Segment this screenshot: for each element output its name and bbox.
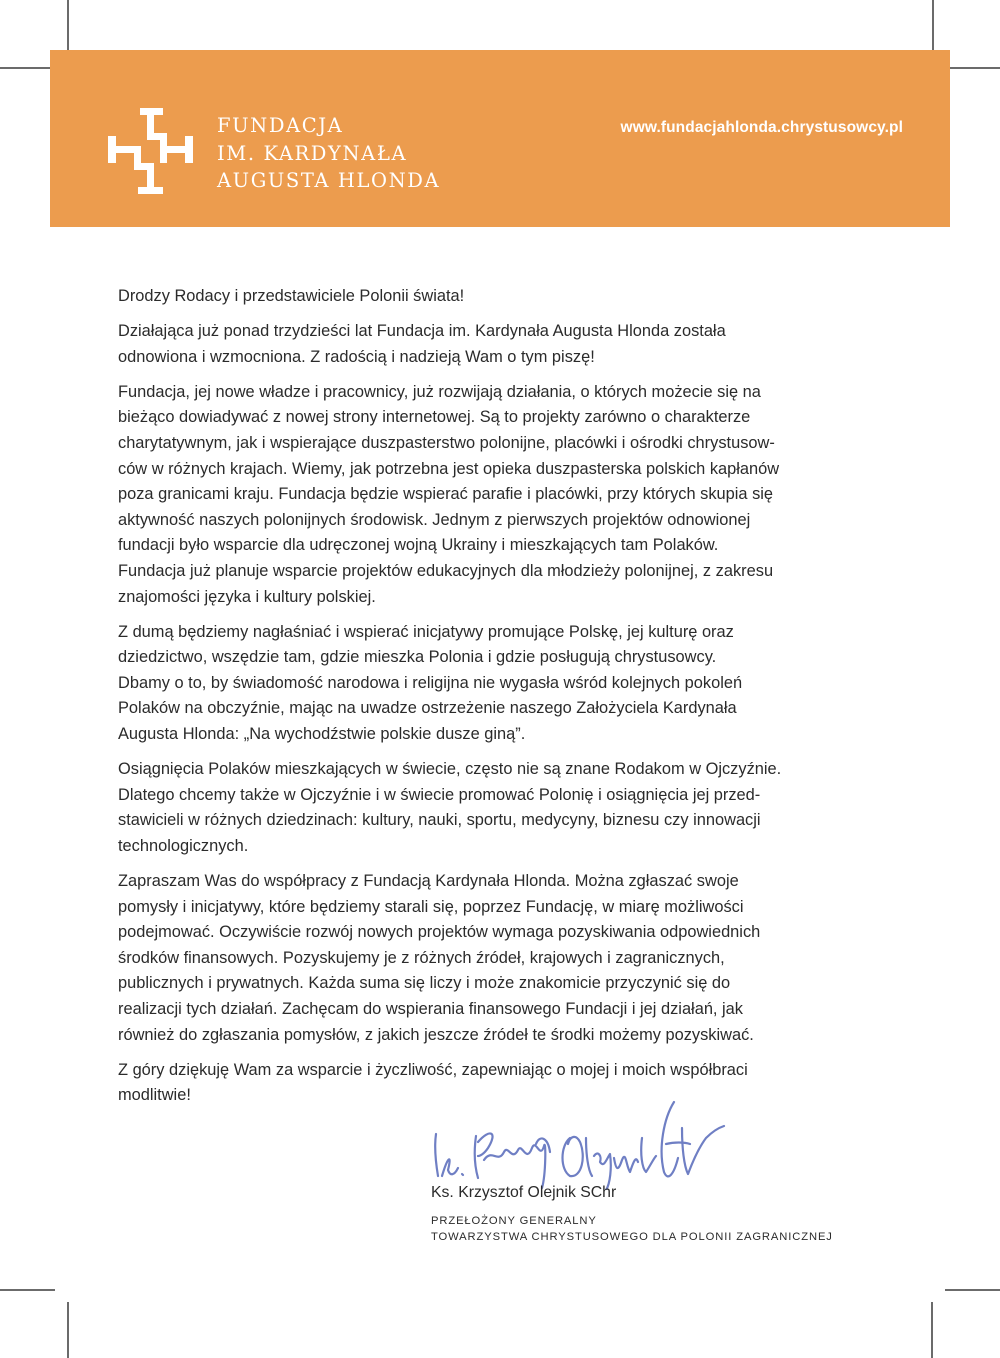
text-line: technologicznych. (118, 836, 249, 855)
signatory-name: Ks. Krzysztof Olejnik SChr (431, 1184, 617, 1201)
organization-name-line: IM. KARDYNAŁA (217, 141, 408, 165)
paragraph-2 (118, 380, 888, 610)
text-line: ców w różnych krajach. Wiemy, jak potrzebna jest opieka duszpasterska polskich kapłanów (118, 459, 780, 478)
letter-body (118, 284, 888, 1118)
organization-name-line: FUNDACJA (217, 114, 344, 137)
text-line: pomysły i inicjatywy, które będziemy starali się, poprzez Fundację, w miarę możliwości (118, 897, 744, 916)
greeting (118, 284, 888, 310)
crop-mark-top-left-vertical (67, 0, 69, 54)
crop-mark-top-right-vertical (932, 0, 934, 54)
paragraph-1 (118, 319, 888, 370)
paragraph-4 (118, 757, 888, 859)
text-line: publicznych i prywatnych. Każda suma się liczy i może znakomicie przyczynić się do (118, 974, 731, 993)
text-line: środków finansowych. Pozyskujemy je z różnych źródeł, krajowych i zagranicznych, (118, 948, 725, 967)
organization-name (217, 112, 440, 195)
text-line: Osiągnięcia Polaków mieszkających w świecie, często nie są znane Rodakom w Ojczyźnie. (118, 760, 782, 779)
crop-mark-top-left-horizontal (0, 67, 54, 69)
text-line: dziedzictwo, wszędzie tam, gdzie mieszka Polonia i gdzie posługują chrystusowcy. (118, 648, 717, 667)
text-line: Dbamy o to, by świadomość narodowa i religijna nie wygasła wśród kolejnych pokoleń (118, 673, 743, 692)
text-line: Dlatego chcemy także w Ojczyźnie i w świecie promować Polonię i osiągnięcia jej przed- (118, 785, 761, 804)
crop-mark-top-right-horizontal (946, 67, 1000, 69)
header-banner (50, 50, 950, 227)
text-line: Zapraszam Was do współpracy z Fundacją Kardynała Hlonda. Można zgłaszać swoje (118, 871, 739, 890)
text-line: modlitwie! (118, 1086, 191, 1105)
text-line: Z góry dziękuję Wam za wsparcie i życzliwość, zapewniając o mojej i moich współbraci (118, 1060, 748, 1079)
text-line: charytatywnym, jak i wspierające duszpasterstwo polonijne, placówki i ośrodki chrystusow- (118, 433, 775, 452)
text-line: odnowiona i wzmocniona. Z radością i nadzieją Wam o tym piszę! (118, 347, 595, 366)
text-line: poza granicami kraju. Fundacja będzie wspierać parafie i placówki, przy których skupia się (118, 485, 774, 504)
text-line: bieżąco dowiadywać z nowej strony internetowej. Są to projekty zarówno o charakterze (118, 408, 751, 427)
cross-emblem-icon (108, 108, 193, 194)
text-line: Polaków na obczyźnie, mając na uwadze ostrzeżenie naszego Założyciela Kardynała (118, 699, 737, 718)
text-line: Fundacja, jej nowe władze i pracownicy, już rozwijają działania, o których możecie się na (118, 382, 761, 401)
website-link[interactable]: www.fundacjahlonda.chrystusowcy.pl (620, 119, 903, 136)
signatory-title-line: PRZEŁOŻONY GENERALNY (431, 1215, 597, 1227)
text-line: Fundacja już planuje wsparcie projektów edukacyjnych dla młodzieży polonijnej, z zakresu (118, 561, 774, 580)
text-line: Augusta Hlonda: „Na wychodźstwie polskie dusze giną”. (118, 725, 526, 743)
text-line: Działająca już ponad trzydzieści lat Fundacja im. Kardynała Augusta Hlonda została (118, 322, 726, 341)
signatory-title-line: TOWARZYSTWA CHRYSTUSOWEGO DLA POLONII ZAGRANICZNEJ (431, 1231, 833, 1243)
paragraph-3 (118, 620, 888, 748)
text-line: również do zgłaszania pomysłów, z jakich jeszcze źródeł te środki możemy pozyskiwać. (118, 1025, 754, 1044)
crop-mark-bottom-right-horizontal (945, 1289, 1000, 1291)
text-line: Z dumą będziemy nagłaśniać i wspierać inicjatywy promujące Polskę, jej kulturę oraz (118, 622, 734, 641)
crop-mark-bottom-right-vertical (931, 1302, 933, 1358)
crop-mark-bottom-left-vertical (67, 1302, 69, 1358)
greeting-text: Drodzy Rodacy i przedstawiciele Polonii świata! (118, 287, 465, 305)
text-line: znajomości języka i kultury polskiej. (118, 587, 376, 606)
signatory-title (431, 1213, 833, 1245)
text-line: aktywność naszych polonijnych środowisk. Jednym z pierwszych projektów odnowionej (118, 510, 751, 529)
organization-name-line: AUGUSTA HLONDA (217, 169, 441, 192)
crop-mark-bottom-left-horizontal (0, 1289, 55, 1291)
text-line: realizacji tych działań. Zachęcam do wspierania finansowego Fundacji i jej działań, jak (118, 999, 743, 1018)
text-line: stawicieli w różnych dziedzinach: kultury, nauki, sportu, medycyny, biznesu czy innowacji (118, 811, 761, 830)
paragraph-5 (118, 869, 888, 1048)
text-line: fundacji było wsparcie dla udręczonej wojną Ukrainy i mieszkających tam Polaków. (118, 536, 719, 555)
handwritten-signature-icon (428, 1098, 728, 1190)
text-line: podejmować. Oczywiście rozwój nowych projektów wymaga pozyskiwania odpowiednich (118, 923, 761, 942)
